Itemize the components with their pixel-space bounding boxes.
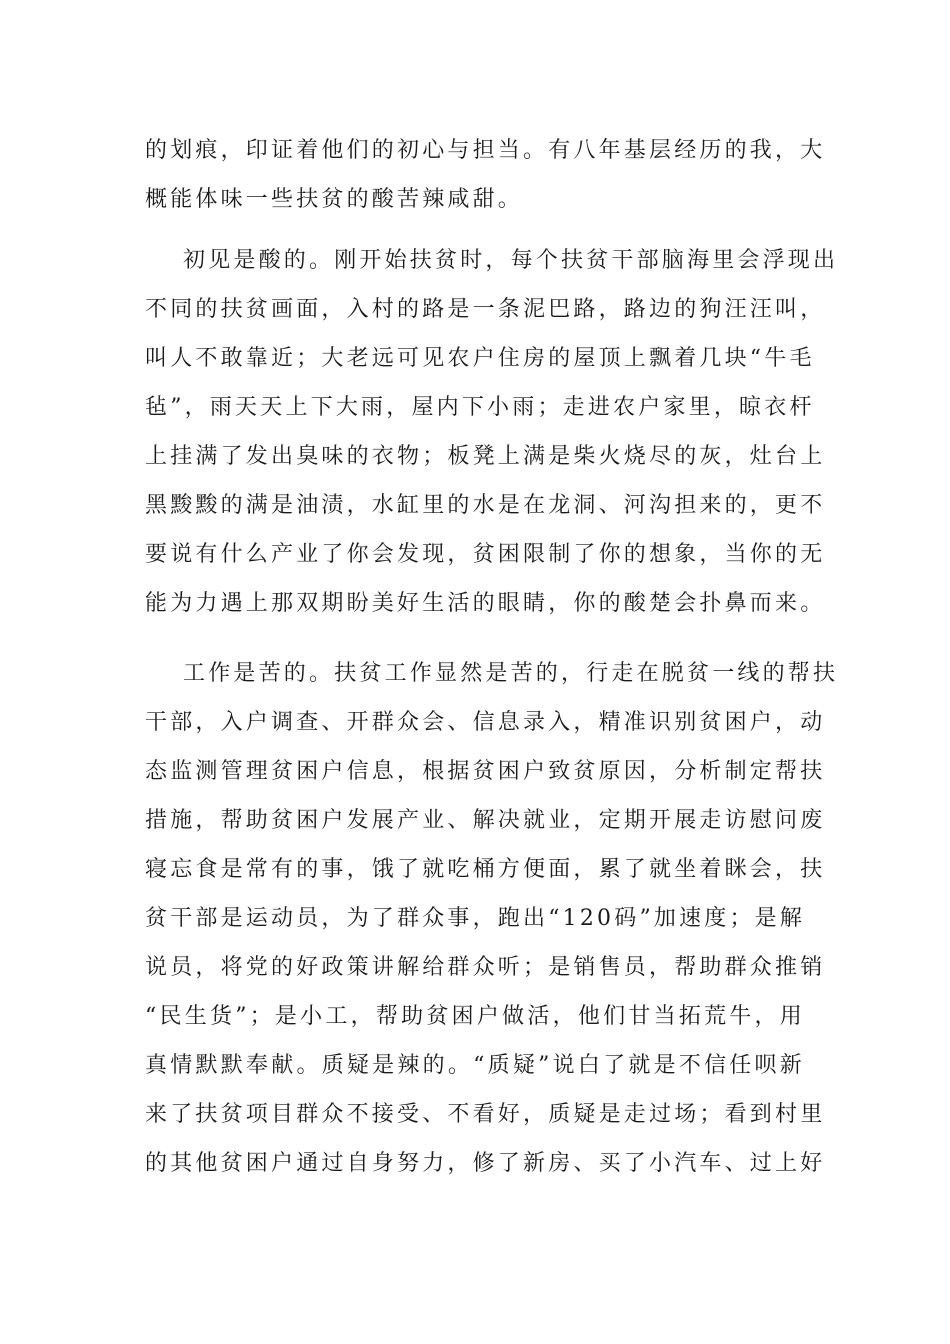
body-text-line: 态监测管理贫困户信息，根据贫困户致贫原因，分析制定帮扶 — [145, 759, 826, 784]
body-text-line: 干部，入户调查、开群众会、信息录入，精准识别贫困户，动 — [145, 710, 826, 735]
body-text-line: 毡”，雨天天上下大雨，屋内下小雨；走进农户家里，晾衣杆 — [145, 395, 815, 420]
body-text-line: 上挂满了发出臭味的衣物；板凳上满是柴火烧尽的灰，灶台上 — [145, 444, 826, 469]
body-text-line: 真情默默奉献。质疑是辣的。“质疑”说白了就是不信任呗新 — [145, 1053, 805, 1078]
body-text-line: 初见是酸的。刚开始扶贫时，每个扶贫干部脑海里会浮现出 — [183, 248, 839, 273]
body-text-line: 不同的扶贫画面，入村的路是一条泥巴路，路边的狗汪汪叫， — [145, 297, 826, 322]
body-text-line: 说员，将党的好政策讲解给群众听；是销售员，帮助群众推销 — [145, 955, 826, 980]
body-text-line: 叫人不敢靠近；大老远可见农户住房的屋顶上飘着几块“牛毛 — [145, 346, 815, 371]
body-text-line: “民生货”；是小工，帮助贫困户做活，他们甘当拓荒牛，用 — [145, 1004, 805, 1029]
body-text-line: 能为力遇上那双期盼美好生活的眼睛，你的酸楚会扑鼻而来。 — [145, 591, 826, 616]
body-text-line: 的划痕，印证着他们的初心与担当。有八年基层经历的我，大 — [145, 138, 826, 163]
body-text-line: 黑黢黢的满是油渍，水缸里的水是在龙洞、河沟担来的，更不 — [145, 493, 826, 518]
body-text-line: 措施，帮助贫困户发展产业、解决就业，定期开展走访慰问废 — [145, 808, 826, 833]
body-text-line: 工作是苦的。扶贫工作显然是苦的，行走在脱贫一线的帮扶 — [183, 661, 839, 686]
body-text-line: 寝忘食是常有的事，饿了就吃桶方便面，累了就坐着眯会，扶 — [145, 857, 826, 882]
body-text-line: 贫干部是运动员，为了群众事，跑出“120码”加速度；是解 — [145, 906, 806, 931]
body-text-line: 要说有什么产业了你会发现，贫困限制了你的想象，当你的无 — [145, 542, 826, 567]
body-text-line: 来了扶贫项目群众不接受、不看好，质疑是走过场；看到村里 — [145, 1102, 826, 1127]
body-text-line: 的其他贫困户通过自身努力，修了新房、买了小汽车、过上好 — [145, 1151, 826, 1176]
body-text-line: 概能体味一些扶贫的酸苦辣咸甜。 — [145, 187, 524, 212]
